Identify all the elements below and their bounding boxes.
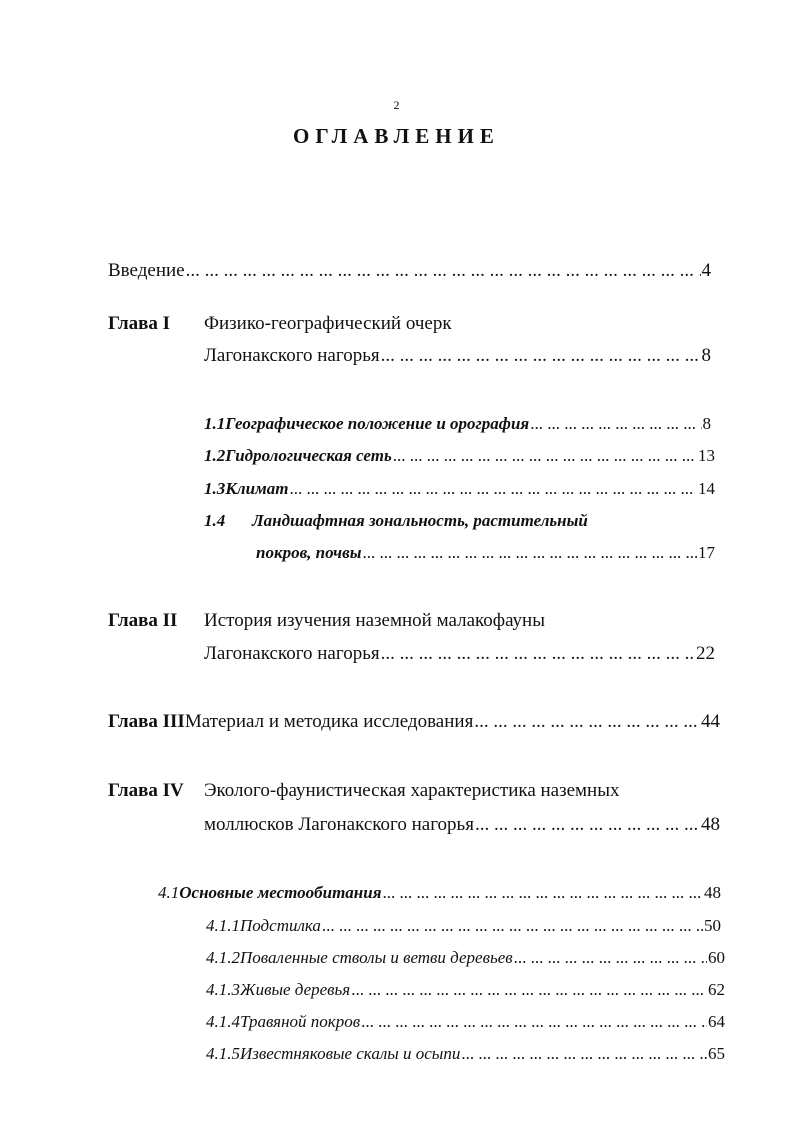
chapter-label: Глава I (108, 313, 171, 334)
toc-entry-1-3[interactable] (204, 479, 715, 499)
toc-title: Поваленные стволы и ветви деревьев (240, 948, 513, 967)
leader-dots (393, 446, 697, 466)
section-title-line: Ландшафтная зональность, растительный (252, 511, 588, 530)
page-number: 2 (393, 98, 400, 112)
toc-entry-intro[interactable] (108, 260, 711, 282)
toc-page: 8 (702, 414, 711, 433)
toc-title: Травяной покров (240, 1012, 361, 1031)
toc-entry-1-2[interactable] (204, 446, 715, 466)
section-number: 1.4 (204, 511, 226, 530)
toc-title: Материал и методика исследования (184, 711, 474, 732)
leader-dots (381, 345, 701, 367)
chapter-title-line: Эколого-фаунистическая характеристика наземных (204, 780, 620, 801)
leader-dots (363, 543, 698, 563)
leader-dots (382, 883, 703, 903)
section-number: 1.3 (204, 479, 226, 498)
toc-title: Лагонакского нагорья (204, 643, 380, 664)
toc-title: Гидрологическая сеть (225, 446, 392, 465)
chapter-title-line: Физико-географический очерк (204, 313, 452, 334)
toc-page: 64 (708, 1012, 725, 1031)
toc-title: Климат (225, 479, 289, 498)
toc-page: 48 (701, 814, 720, 835)
toc-entry-chapter-2[interactable] (204, 643, 715, 665)
toc-entry-chapter-4[interactable] (204, 814, 720, 836)
toc-page: 13 (698, 446, 715, 465)
leader-dots (322, 916, 703, 936)
leader-dots (361, 1012, 707, 1032)
toc-entry-1-4[interactable] (256, 543, 715, 563)
leader-dots (381, 643, 695, 665)
toc-title: Известняковые скалы и осыпи (240, 1044, 461, 1063)
toc-entry-4-1-2[interactable] (206, 948, 725, 968)
toc-page: 14 (698, 479, 715, 498)
section-number: 4.1 (158, 883, 180, 902)
toc-page: 44 (701, 711, 720, 732)
section-number: 4.1.3 (206, 980, 240, 999)
section-number: 1.2 (204, 446, 226, 465)
page-title: ОГЛАВЛЕНИЕ (293, 124, 500, 148)
toc-entry-chapter-1[interactable] (204, 345, 711, 367)
toc-entry-4-1-5[interactable] (206, 1044, 725, 1064)
toc-page: 50 (704, 916, 721, 935)
section-number: 4.1.2 (206, 948, 240, 967)
toc-title: Основные местообитания (179, 883, 382, 902)
toc-title: Живые деревья (240, 980, 351, 999)
leader-dots (289, 479, 697, 499)
leader-dots (461, 1044, 707, 1064)
toc-entry-4-1[interactable] (158, 883, 721, 903)
toc-page: 60 (708, 948, 725, 967)
section-number: 4.1.5 (206, 1044, 240, 1063)
toc-page: 8 (701, 345, 711, 366)
toc-title: Лагонакского нагорья (204, 345, 380, 366)
toc-entry-1-1[interactable] (204, 414, 711, 434)
section-number: 4.1.1 (206, 916, 240, 935)
chapter-label: Глава IV (108, 780, 184, 801)
toc-page: 65 (708, 1044, 725, 1063)
leader-dots (474, 711, 700, 733)
leader-dots (475, 814, 700, 836)
toc-title: Географическое положение и орография (225, 414, 530, 433)
toc-page: 4 (701, 260, 711, 281)
section-number: 4.1.4 (206, 1012, 240, 1031)
toc-entry-chapter-3[interactable] (108, 711, 720, 733)
toc-page: 62 (708, 980, 725, 999)
leader-dots (530, 414, 701, 434)
chapter-title-line: История изучения наземной малакофауны (204, 610, 545, 631)
section-number: 1.1 (204, 414, 226, 433)
chapter-label: Глава III (108, 711, 185, 732)
toc-entry-4-1-4[interactable] (206, 1012, 725, 1032)
leader-dots (351, 980, 707, 1000)
toc-page: 17 (698, 543, 715, 562)
toc-title: Введение (108, 260, 185, 281)
toc-page: 22 (696, 643, 715, 664)
leader-dots (514, 948, 707, 968)
toc-page: 48 (704, 883, 721, 902)
chapter-label: Глава II (108, 610, 178, 631)
toc-title: Подстилка (240, 916, 321, 935)
toc-entry-4-1-1[interactable] (206, 916, 721, 936)
toc-title: моллюсков Лагонакского нагорья (204, 814, 474, 835)
toc-entry-4-1-3[interactable] (206, 980, 725, 1000)
toc-title: покров, почвы (256, 543, 362, 562)
leader-dots (186, 260, 701, 282)
